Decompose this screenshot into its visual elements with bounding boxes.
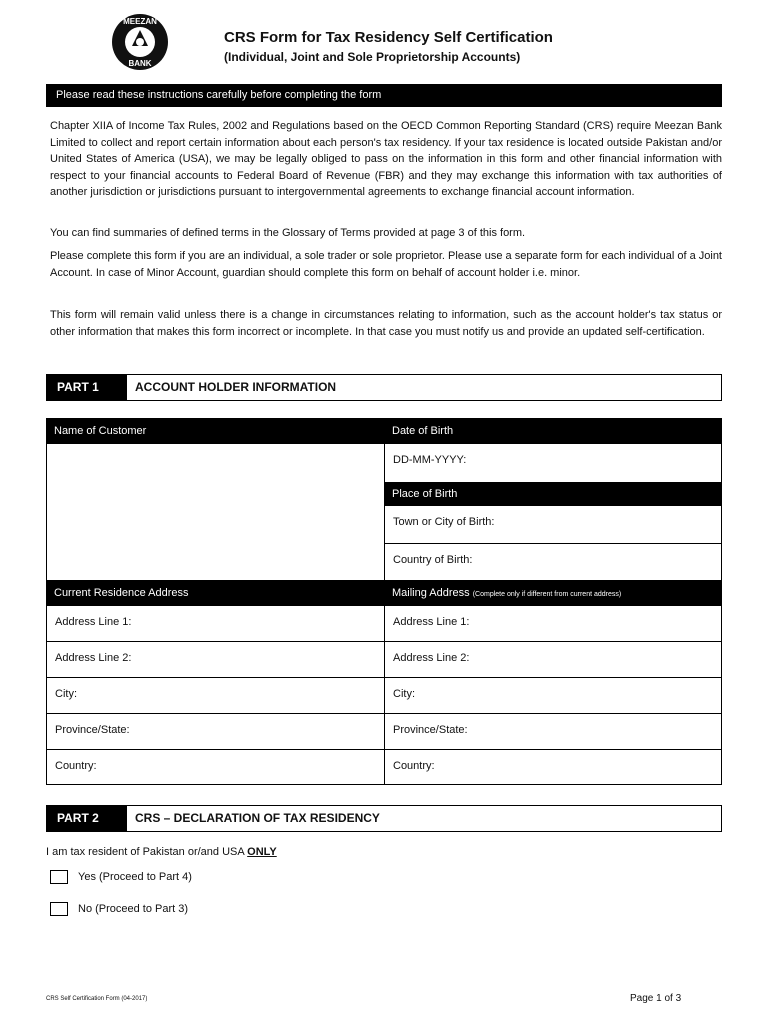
logo-text-bottom: BANK (128, 59, 152, 68)
tax-resident-question-emphasis: ONLY (247, 846, 277, 858)
mailing-address-line1-field[interactable]: Address Line 1: (384, 606, 722, 642)
mailing-address-header (384, 580, 722, 606)
place-of-birth-header: Place of Birth (384, 482, 722, 506)
mailing-city-field[interactable]: City: (384, 678, 722, 714)
form-title: CRS Form for Tax Residency Self Certification (224, 29, 553, 46)
part2-title: CRS – DECLARATION OF TAX RESIDENCY (135, 811, 380, 825)
instructions-bar: Please read these instructions carefully before completing the form (46, 84, 722, 107)
option-yes[interactable] (50, 870, 192, 884)
yes-checkbox[interactable] (50, 870, 68, 884)
part1-heading (46, 374, 722, 401)
current-address-header: Current Residence Address (46, 580, 384, 606)
country-of-birth-field[interactable]: Country of Birth: (384, 544, 722, 580)
current-address-line1-field[interactable]: Address Line 1: (46, 606, 384, 642)
option-yes-label: Yes (Proceed to Part 4) (78, 871, 192, 883)
mailing-address-line2-field[interactable]: Address Line 2: (384, 642, 722, 678)
mailing-address-note: (Complete only if different from current address) (472, 591, 622, 598)
option-no[interactable] (50, 902, 188, 916)
tax-resident-question-text: I am tax resident of Pakistan or/and USA (46, 846, 245, 858)
option-no-label: No (Proceed to Part 3) (78, 903, 189, 915)
paragraph-who-completes: Please complete this form if you are an individual, a sole trader or sole proprietor. Please use a separate form for each individual of a Joint Account. In case of Minor Account, guardian should complete this form on behalf of account holder i.e. minor. (50, 250, 722, 279)
mailing-address-label: Mailing Address (392, 587, 470, 599)
name-of-customer-header: Name of Customer (46, 418, 384, 444)
current-province-field[interactable]: Province/State: (46, 714, 384, 750)
tax-resident-question (46, 846, 277, 858)
mailing-province-field[interactable]: Province/State: (384, 714, 722, 750)
name-of-customer-field[interactable] (46, 444, 384, 580)
logo-text-top: MEEZAN (123, 17, 157, 26)
part1-tag: PART 1 (47, 375, 127, 400)
page-number: Page 1 of 3 (630, 993, 682, 1004)
form-subtitle: (Individual, Joint and Sole Proprietorship Accounts) (224, 50, 521, 64)
mailing-country-field[interactable]: Country: (384, 750, 722, 785)
meezan-bank-logo (110, 12, 170, 72)
part2-heading (46, 805, 722, 832)
paragraph-validity: This form will remain valid unless there is a change in circumstances relating to information, such as the account holder's tax status or other information that makes this form incorrect or incomplete. In that case you must notify us and provide an updated self-certification. (50, 309, 722, 338)
paragraph-glossary: You can find summaries of defined terms in the Glossary of Terms provided at page 3 of this form. (50, 227, 526, 239)
current-address-line2-field[interactable]: Address Line 2: (46, 642, 384, 678)
date-of-birth-header: Date of Birth (384, 418, 722, 444)
current-country-field[interactable]: Country: (46, 750, 384, 785)
part2-tag: PART 2 (47, 806, 127, 831)
paragraph-crs-intro: Chapter XIIA of Income Tax Rules, 2002 and Regulations based on the OECD Common Reporting Standard (CRS) require Meezan Bank Limited to collect and report certain information about each person's tax residency. If your tax residence is located outside Pakistan and/or United States of America (USA), we may be legally obliged to pass on the information in this form and other financial information with respect to your financial accounts to Federal Board of Revenue (FBR) and they may exchange this information with tax authorities of another jurisdiction or jurisdictions pursuant to intergovernmental agreements to exchange financial account information. (50, 120, 722, 198)
current-city-field[interactable]: City: (46, 678, 384, 714)
part1-title: ACCOUNT HOLDER INFORMATION (135, 380, 337, 394)
form-version: CRS Self Certification Form (04-2017) (46, 996, 148, 1002)
no-checkbox[interactable] (50, 902, 68, 916)
town-of-birth-field[interactable]: Town or City of Birth: (384, 506, 722, 544)
account-holder-table (46, 418, 722, 785)
dob-field[interactable]: DD-MM-YYYY: (384, 444, 722, 482)
